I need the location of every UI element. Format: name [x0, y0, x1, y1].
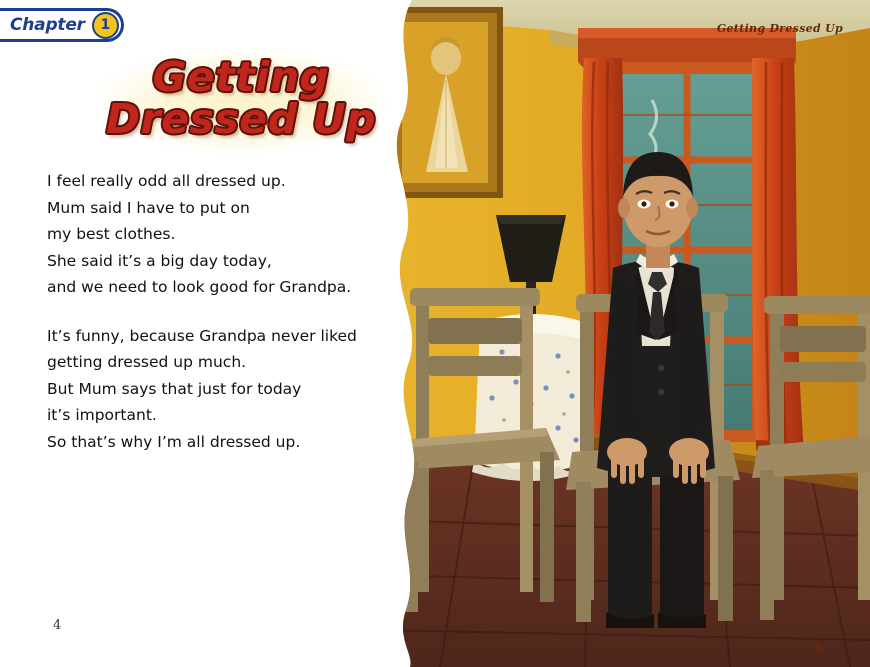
chapter-number: 1 — [92, 12, 119, 39]
paragraph-1: I feel really odd all dressed up. Mum said I have to put on my best clothes. She said it’s a big day today, and we need to look good for Grandpa. — [47, 172, 352, 296]
title-line-1: Getting — [152, 53, 330, 101]
page-number-right: 5 — [815, 642, 822, 655]
illustration — [380, 0, 870, 667]
running-head: Getting Dressed Up — [716, 22, 843, 35]
page-title — [95, 48, 387, 154]
title-line-2: Dressed Up — [106, 94, 376, 143]
page-number-left: 4 — [53, 618, 62, 633]
chapter-badge — [0, 8, 124, 42]
chapter-label: Chapter — [10, 15, 85, 35]
paragraph-2: It’s funny, because Grandpa never liked getting dressed up much. But Mum says that just for today it’s important. So that’s why I’m all dressed up. — [47, 326, 357, 451]
body-text — [47, 168, 407, 455]
